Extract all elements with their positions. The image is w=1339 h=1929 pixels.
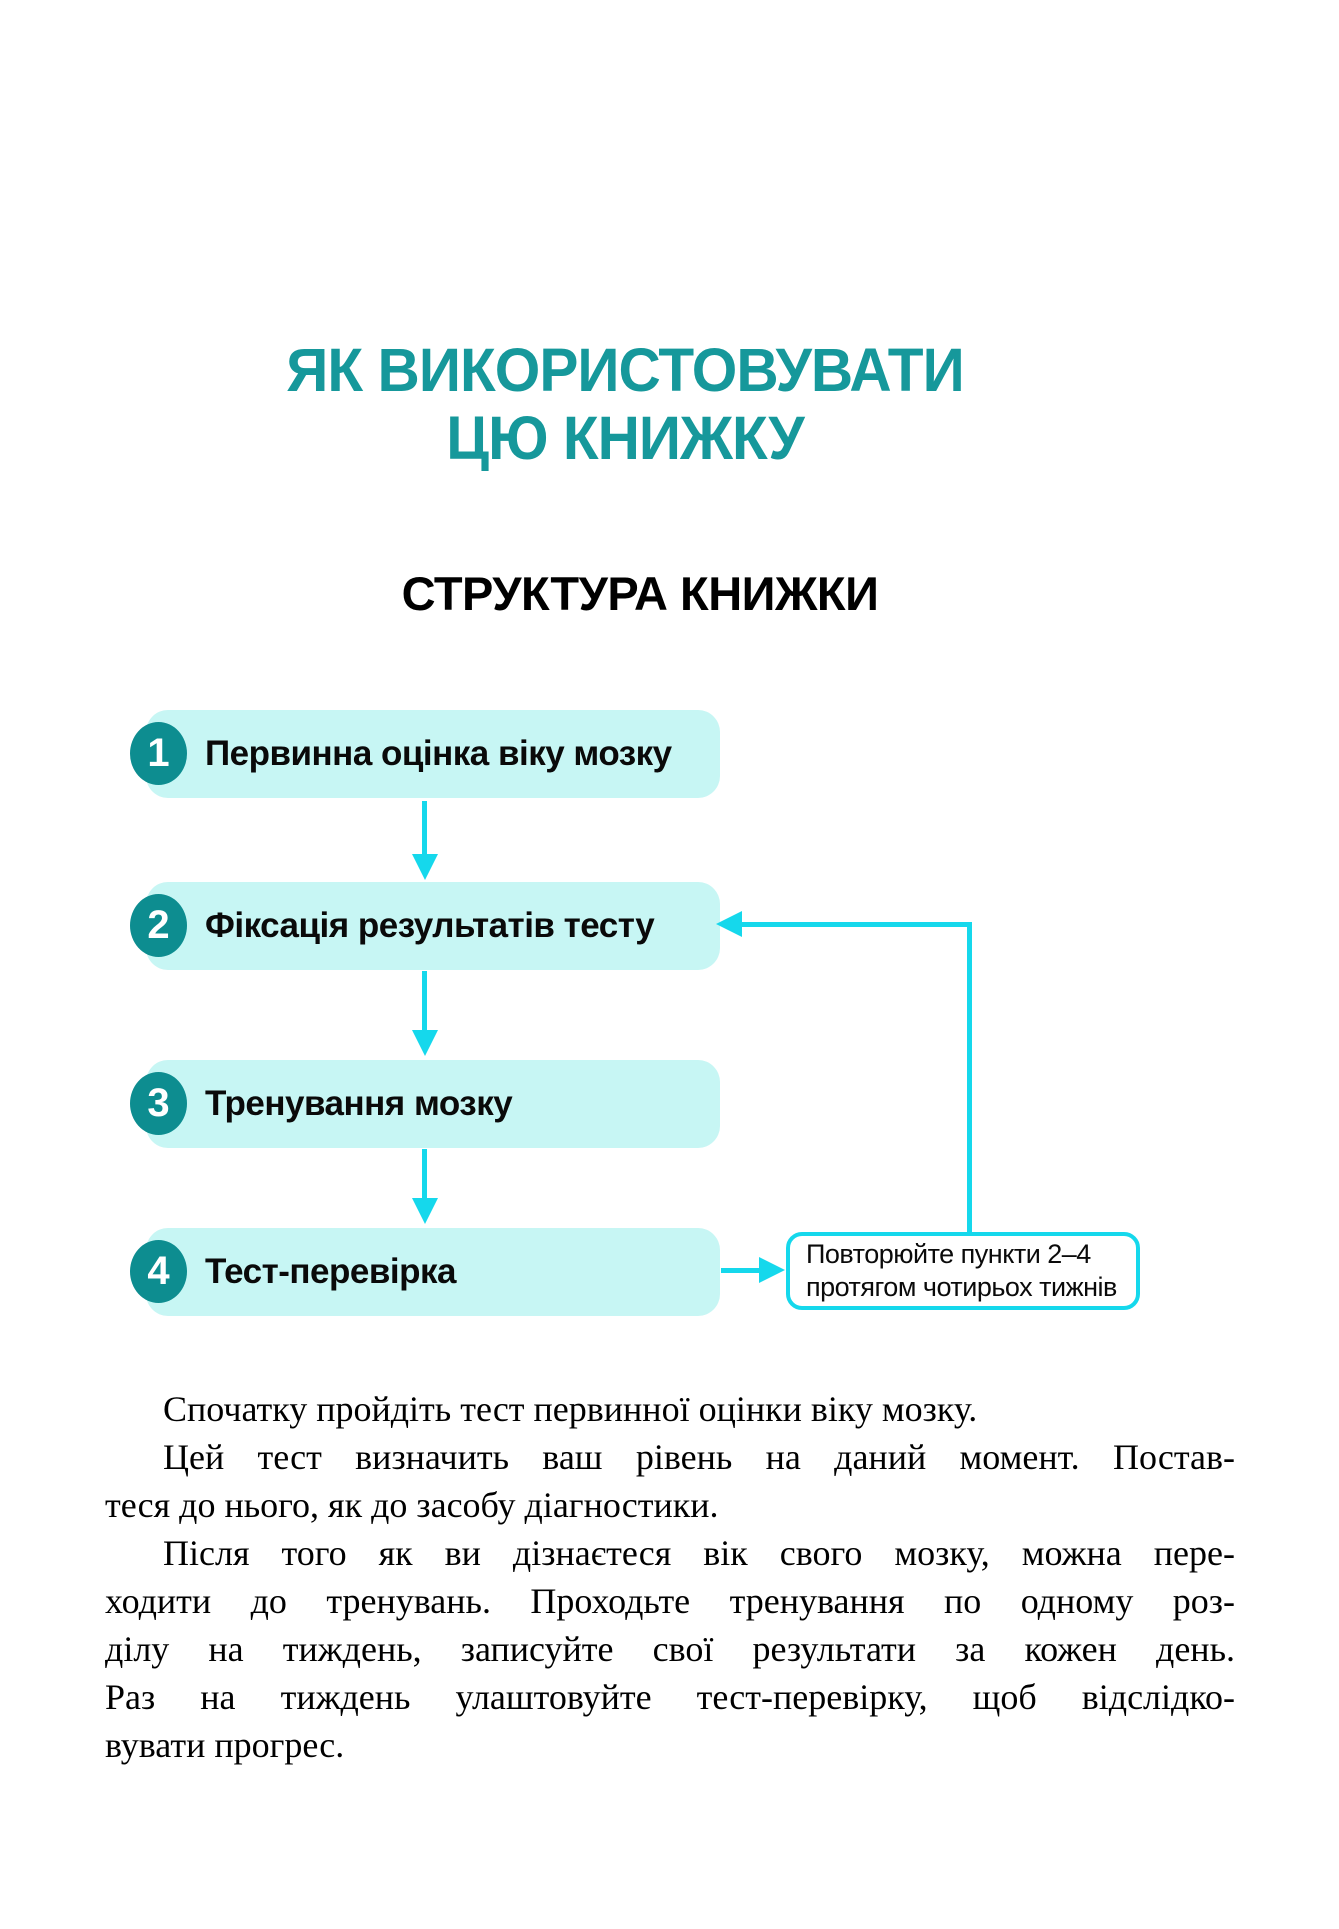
step4-to-note-line xyxy=(721,1268,761,1273)
arrow-down-icon-2 xyxy=(412,1030,438,1056)
step-1-number-badge: 1 xyxy=(130,722,187,785)
body-text-line-6: ділу на тиждень, записуйте свої результати за кожен день. xyxy=(105,1629,1235,1669)
flow-step-3 xyxy=(146,1060,720,1148)
flow-step-2 xyxy=(146,882,720,970)
arrow-down-icon-3 xyxy=(412,1198,438,1224)
body-text-line-5: ходити до тренувань. Проходьте тренування по одному роз- xyxy=(105,1581,1235,1621)
repeat-note-box xyxy=(786,1232,1140,1310)
arrow-down-line-1 xyxy=(422,801,427,854)
arrow-down-line-2 xyxy=(422,971,427,1030)
step-1-label: Первинна оцінка віку мозку xyxy=(205,734,672,773)
note-text-line-2: протягом чотирьох тижнів xyxy=(806,1272,1117,1302)
step-2-label: Фіксація результатів тесту xyxy=(205,906,655,945)
body-text-line-1: Спочатку пройдіть тест первинної оцінки віку мозку. xyxy=(163,1389,978,1429)
step-3-label: Тренування мозку xyxy=(205,1084,513,1123)
body-text-line-8: вувати прогрес. xyxy=(105,1725,345,1765)
step-4-label: Тест-перевірка xyxy=(205,1252,456,1291)
feedback-line-vertical xyxy=(967,922,972,1234)
chapter-title xyxy=(25,336,1225,472)
body-text-line-2: Цей тест визначить ваш рівень на даний момент. Постав- xyxy=(163,1437,1235,1477)
arrow-right-icon xyxy=(759,1257,785,1283)
chapter-title-line-1: ЯК ВИКОРИСТОВУВАТИ xyxy=(286,336,964,404)
section-heading: СТРУКТУРА КНИЖКИ xyxy=(401,567,879,620)
arrow-down-line-3 xyxy=(422,1149,427,1198)
step-4-number-badge: 4 xyxy=(130,1240,187,1303)
chapter-title-line-2: ЦЮ КНИЖКУ xyxy=(446,404,804,472)
body-text-line-4: Після того як ви дізнаєтеся вік свого мозку, можна пере- xyxy=(163,1533,1235,1573)
feedback-line-horizontal xyxy=(740,922,972,927)
step-2-number-badge: 2 xyxy=(130,894,187,957)
arrow-down-icon-1 xyxy=(412,854,438,880)
body-paragraphs xyxy=(105,1385,1235,1769)
flow-step-1 xyxy=(146,710,720,798)
note-text-line-1: Повторюйте пункти 2–4 xyxy=(806,1239,1091,1269)
body-text-line-3: теся до нього, як до засобу діагностики. xyxy=(105,1485,719,1525)
flow-step-4 xyxy=(146,1228,720,1316)
body-text-line-7: Раз на тиждень улаштовуйте тест-перевірку, щоб відслідко- xyxy=(105,1677,1235,1717)
feedback-arrow-left-icon xyxy=(716,911,742,937)
step-3-number-badge: 3 xyxy=(130,1072,187,1135)
